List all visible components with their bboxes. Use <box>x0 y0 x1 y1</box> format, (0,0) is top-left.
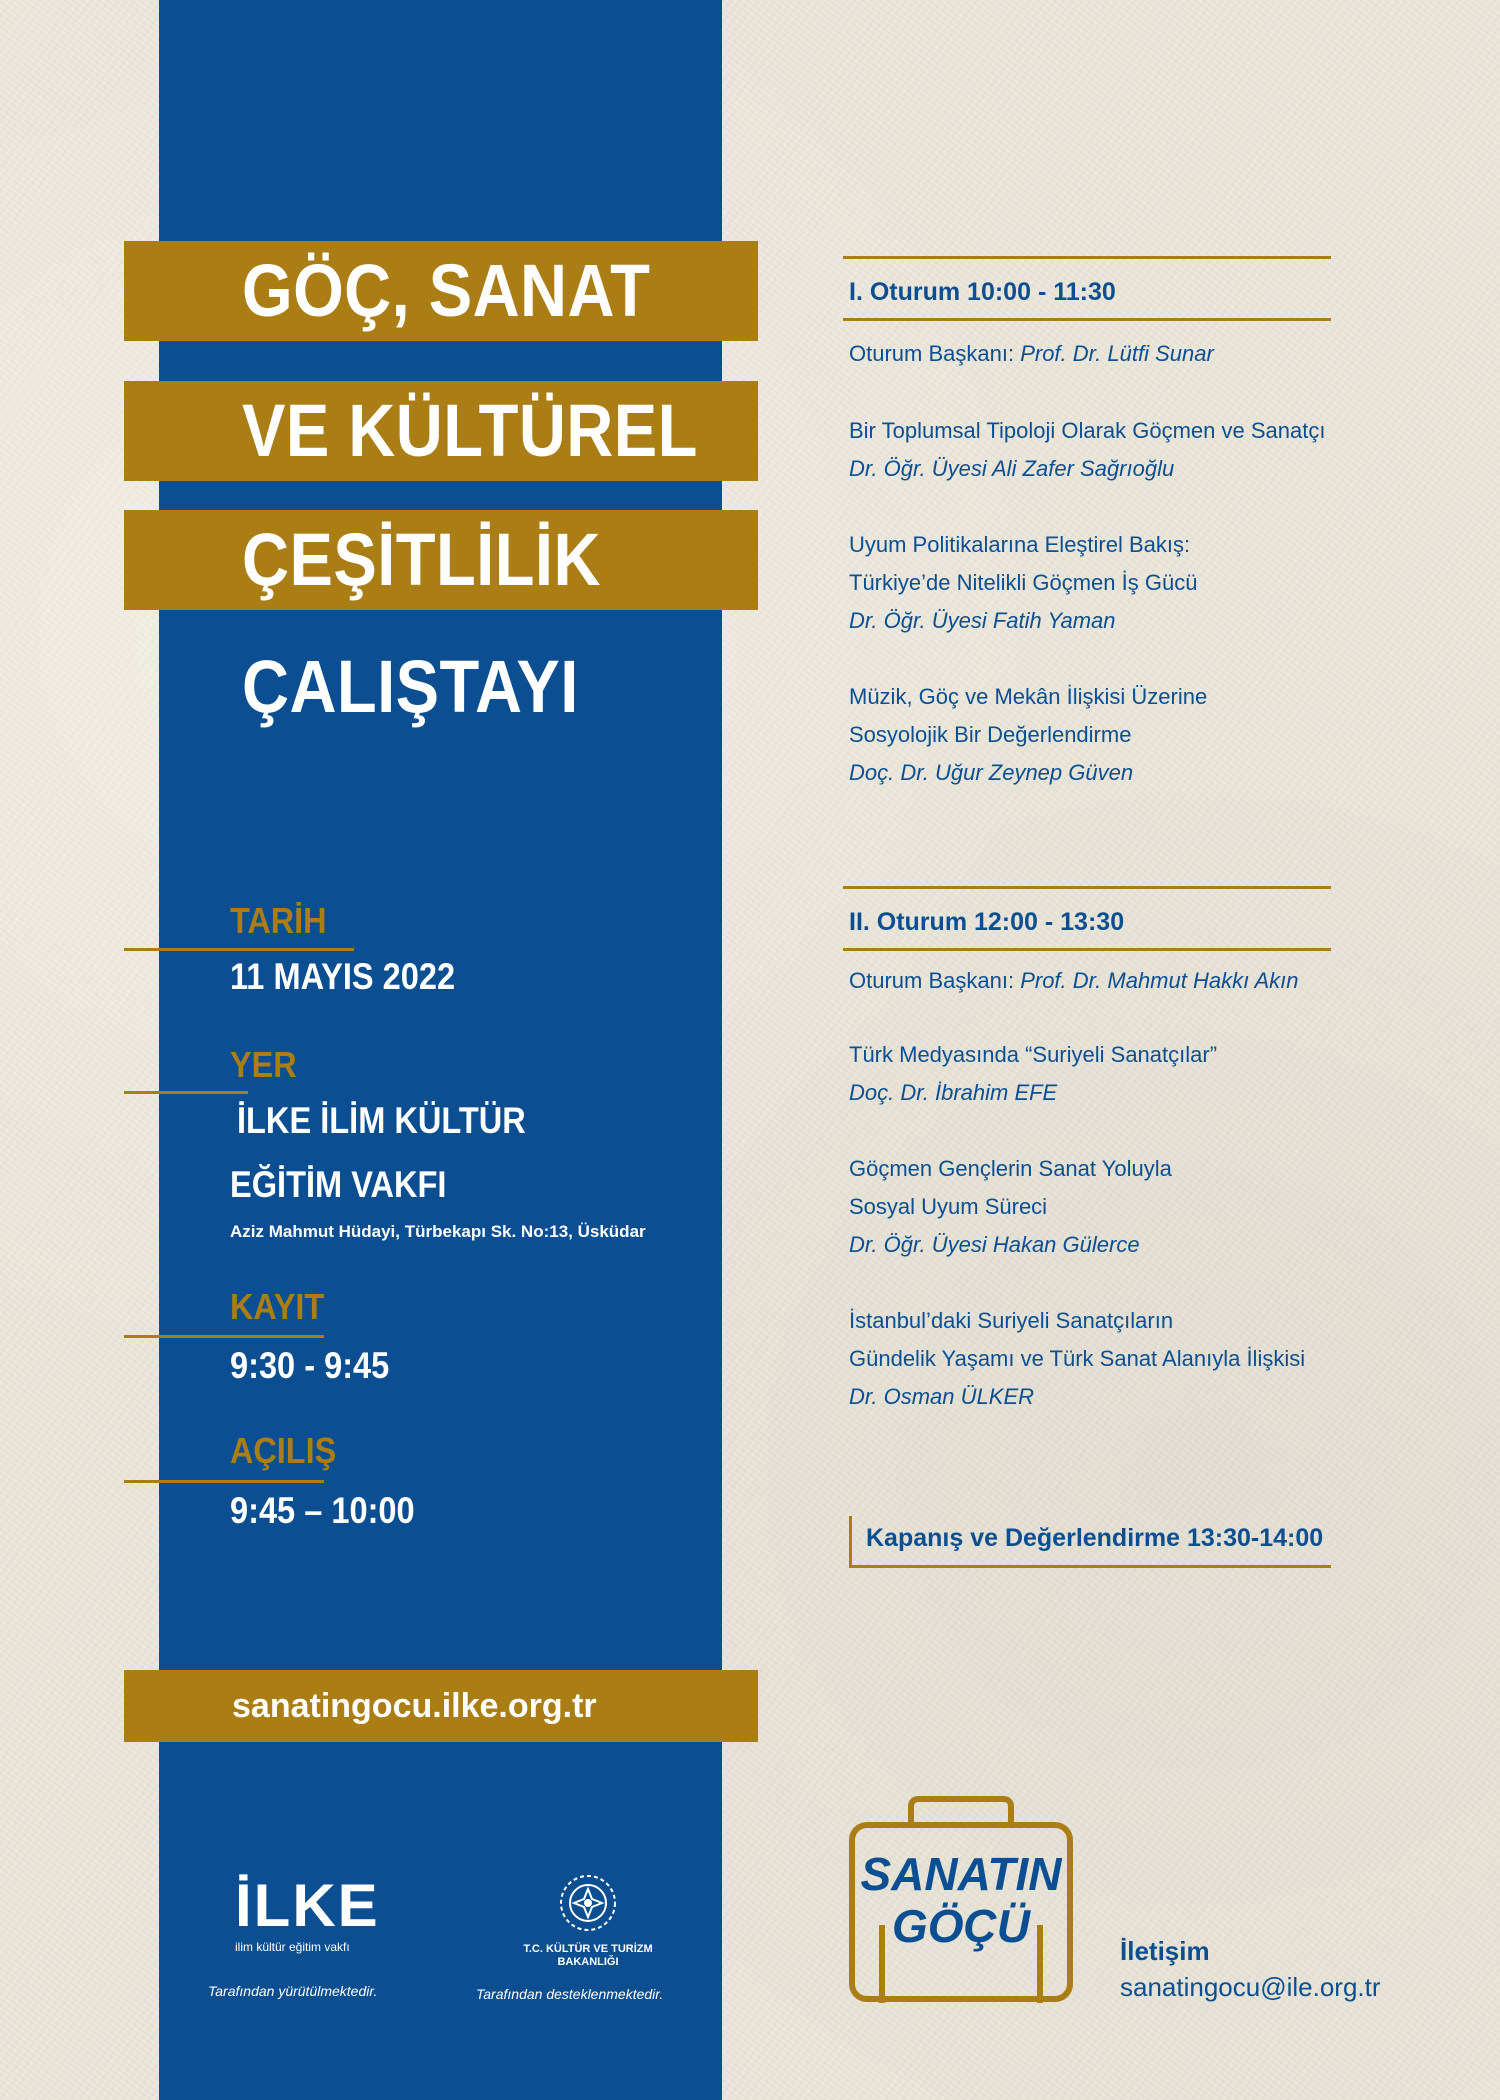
ilke-logo: İLKE <box>235 1872 380 1939</box>
session1-bottom-rule <box>843 318 1331 321</box>
opening-label: AÇILIŞ <box>230 1430 337 1471</box>
registration-label: KAYIT <box>230 1286 325 1327</box>
session2-bottom-rule <box>843 948 1331 951</box>
ilke-subtitle: ilim kültür eğitim vakfı <box>235 1940 350 1954</box>
ilke-caption: Tarafından yürütülmektedir. <box>208 1983 378 1999</box>
event-logo-line-1: SANATIN <box>860 1848 1062 1900</box>
session1-top-rule <box>843 256 1331 259</box>
session2-talk2-title-a: Göçmen Gençlerin Sanat Yoluyla <box>849 1156 1172 1181</box>
date-value: 11 MAYIS 2022 <box>230 956 456 997</box>
session2-talk1-title: Türk Medyasında “Suriyeli Sanatçılar” <box>849 1042 1218 1067</box>
title-line-4: ÇALIŞTAYI <box>242 645 579 728</box>
ministry-emblem-icon <box>558 1873 618 1933</box>
website-link[interactable]: sanatingocu.ilke.org.tr <box>232 1687 597 1725</box>
session1-talk3-title-a: Müzik, Göç ve Mekân İlişkisi Üzerine <box>849 684 1208 709</box>
session1-talk2-title-a: Uyum Politikalarına Eleştirel Bakış: <box>849 532 1191 557</box>
closing-text: Kapanış ve Değerlendirme 13:30-14:00 <box>866 1524 1324 1552</box>
session2-talk2-speaker: Dr. Öğr. Üyesi Hakan Gülerce <box>849 1232 1140 1257</box>
session2-top-rule <box>843 886 1331 889</box>
address: Aziz Mahmut Hüdayi, Türbekapı Sk. No:13, Üsküdar <box>230 1222 646 1241</box>
contact-label: İletişim <box>1120 1936 1210 1966</box>
place-label: YER <box>230 1044 297 1085</box>
session2-talk1-speaker: Doç. Dr. İbrahim EFE <box>849 1080 1058 1105</box>
event-logo-line-2: GÖÇÜ <box>892 1900 1030 1952</box>
title-line-1: GÖÇ, SANAT <box>242 249 651 332</box>
session1-chair <box>849 341 1214 367</box>
title-line-2: VE KÜLTÜREL <box>242 389 698 472</box>
session2-chair-label: Oturum Başkanı: <box>849 968 1021 993</box>
session2-talk2-title-b: Sosyal Uyum Süreci <box>849 1194 1048 1219</box>
opening-rule <box>124 1480 324 1483</box>
session1-talk1-title: Bir Toplumsal Tipoloji Olarak Göçmen ve Sanatçı <box>849 418 1326 443</box>
session1-talk1-speaker: Dr. Öğr. Üyesi Ali Zafer Sağrıoğlu <box>849 456 1175 481</box>
date-label: TARİH <box>230 900 327 941</box>
session1-talk3-title-b: Sosyolojik Bir Değerlendirme <box>849 722 1132 747</box>
session1-chair-label: Oturum Başkanı: <box>849 341 1021 366</box>
place-line-1: İLKE İLİM KÜLTÜR <box>237 1100 526 1141</box>
session2-talk3-title-b: Gündelik Yaşamı ve Türk Sanat Alanıyla İlişkisi <box>849 1346 1306 1371</box>
session2-chair <box>849 968 1299 994</box>
registration-rule <box>124 1335 324 1338</box>
contact-email[interactable]: sanatingocu@ile.org.tr <box>1120 1972 1381 2002</box>
opening-value: 9:45 – 10:00 <box>230 1490 415 1531</box>
session2-heading: II. Oturum 12:00 - 13:30 <box>849 908 1125 936</box>
registration-value: 9:30 - 9:45 <box>230 1345 390 1386</box>
session2-talk3-speaker: Dr. Osman ÜLKER <box>849 1384 1035 1409</box>
place-line-2: EĞİTİM VAKFI <box>230 1164 447 1205</box>
title-line-3: ÇEŞİTLİLİK <box>242 518 601 601</box>
session2-talk3-title-a: İstanbul’daki Suriyeli Sanatçıların <box>849 1308 1174 1333</box>
session1-talk2-title-b: Türkiye’de Nitelikli Göçmen İş Gücü <box>849 570 1198 595</box>
session2-chair-name: Prof. Dr. Mahmut Hakkı Akın <box>1020 968 1299 993</box>
date-rule <box>124 948 354 951</box>
place-rule <box>124 1091 248 1094</box>
ministry-caption: Tarafından desteklenmektedir. <box>476 1986 664 2002</box>
session1-heading: I. Oturum 10:00 - 11:30 <box>849 278 1116 306</box>
session1-talk2-speaker: Dr. Öğr. Üyesi Fatih Yaman <box>849 608 1116 633</box>
ministry-name: T.C. KÜLTÜR VE TURİZM BAKANLIĞI <box>523 1943 653 1968</box>
session1-talk3-speaker: Doç. Dr. Uğur Zeynep Güven <box>849 760 1134 785</box>
session1-chair-name: Prof. Dr. Lütfi Sunar <box>1020 341 1214 366</box>
